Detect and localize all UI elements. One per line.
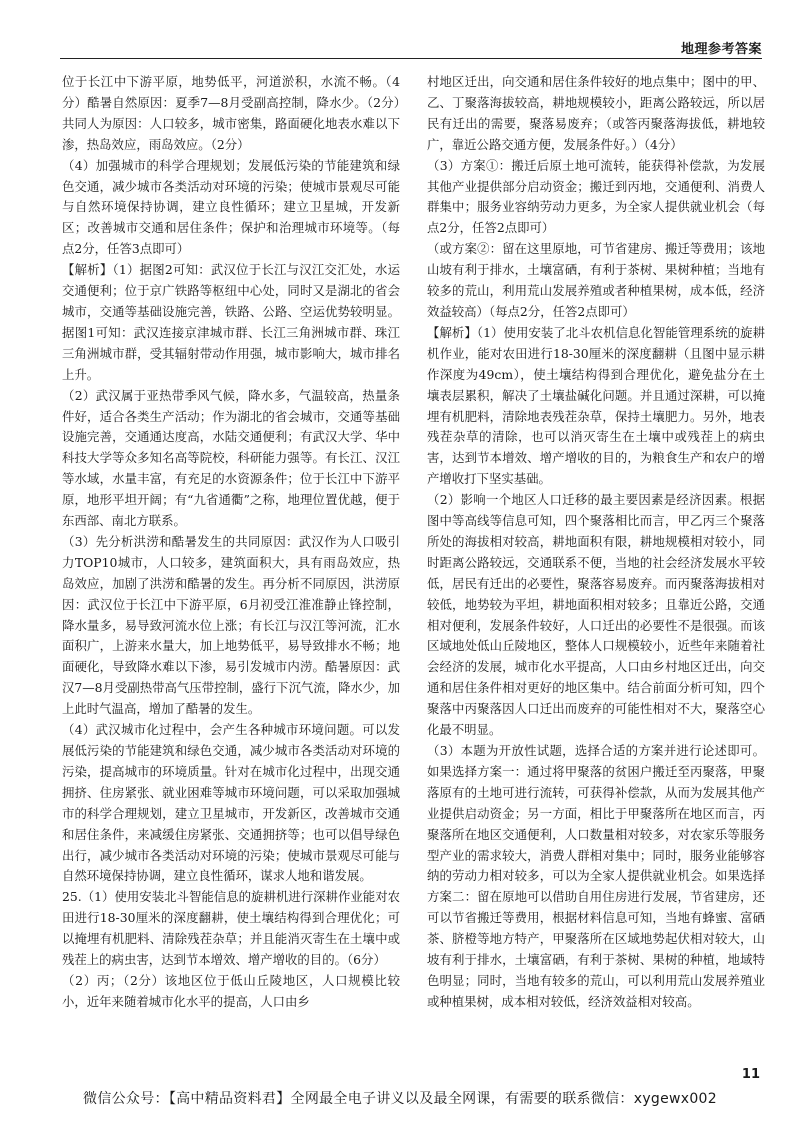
paragraph: （4）武汉城市化过程中，会产生各种城市环境问题。可以发展低污染的节能建筑和绿色交通，减少城市各类活动对环境的污染，提高城市的环境质量。针对在城市化过程中，出现交通拥挤、住房紧张、就业困难等城市环境问题，可以采取加强城市的科学合理规划，建立卫星城市，开发新区，改善城市交通和居住条件，来减缓住房紧张、交通拥挤等；也可以倡导绿色出行，减少城市各类活动对环境的污染；使城市景观尽可能与自然环境保持协调，建立良性循环，谋求人地和谐发展。 bbox=[62, 722, 400, 884]
question-25-answer: 25.（1）使用安装北斗智能信息的旋耕机进行深耕作业能对农田进行18-30厘米的深度翻耕，使土壤结构得到合理优化；可以掩埋有机肥料、清除残茬杂草；并且能消灭寄生在土壤中或残茬上的病虫害，达到节本增效、增产增收的目的。（6分） bbox=[62, 889, 400, 968]
page-number: 11 bbox=[741, 1067, 760, 1082]
footer-watermark: 微信公众号：【高中精品资料君】全网最全电子讲义以及最全网课，有需要的联系微信：xygewx002 bbox=[83, 1091, 717, 1107]
paragraph: （3）本题为开放性试题，选择合适的方案并进行论述即可。如果选择方案一：通过将甲聚落的贫困户搬迁至丙聚落，甲聚落原有的土地可进行流转，可获得补偿款，从而为发展其他产业提供启动资金；另一方面，相比于甲聚落所在地区而言，丙聚落所在地区交通便利，人口数量相对较多，对农家乐等服务型产业的需求较大，消费人群相对集中；同时，服务业能够容纳的劳动力相对较多，可以为全家人提供就业机会。如果选择方案二：留在原地可以借助自用住房进行发展，节省建房，还可以节省搬迁等费用，根据材料信息可知，当地有蜂蜜、富硒茶、脐橙等地方特产，甲聚落所在区域地势起伏相对较大，山坡有利于排水，土壤富硒，有利于茶树、果树的种植，地域特色明显；同时，当地有较多的荒山，可以利用荒山发展养殖业或种植果树，成本相对较低，经济效益相对较高。 bbox=[427, 743, 765, 1009]
analysis-paragraph: 【解析】（1）使用安装了北斗农机信息化智能管理系统的旋耕机作业，能对农田进行18-30厘米的深度翻耕（且图中显示耕作深度为49cm），使土壤结构得到合理优化，避免盐分在土壤表层累积，解决了土壤盐碱化问题。并且通过深耕，可以掩埋有机肥料，清除地表残茬杂草，保持土壤肥力。另外，地表残茬杂草的清除，也可以消灭寄生在土壤中或残茬上的病虫害，达到节本增效、增产增收的目的，为粮食生产和农户的增产增收打下坚实基础。 bbox=[427, 324, 765, 487]
analysis-paragraph: 【解析】（1）据图2可知：武汉位于长江与汉江交汇处，水运交通便利；位于京广铁路等枢纽中心处，同时又是湖北的省会城市，交通等基础设施完善，铁路、公路、空运优势较明显。据图1可知：武汉连接京津城市群、长江三角洲城市群、珠江三角洲城市群，受其辐射带动作用强，城市影响大，城市排名上升。 bbox=[62, 262, 400, 382]
paragraph: 村地区迁出，向交通和居住条件较好的地点集中；图中的甲、乙、丁聚落海拔较高，耕地规模较小，距离公路较远，所以居民有迁出的需要，聚落易废弃；（或答丙聚落海拔低，耕地较广，靠近公路交通方便，发展条件好。）（4分） bbox=[427, 74, 765, 152]
page-header bbox=[60, 38, 762, 59]
paragraph: （3）先分析洪涝和酷暑发生的共同原因：武汉作为人口吸引力TOP10城市，人口较多，建筑面积大，具有雨岛效应，热岛效应，加剧了洪涝和酷暑的发生。再分析不同原因，洪涝原因：武汉位于长江中下游平原，6月初受江淮准静止锋控制，降水量多，易导致河流水位上涨；有长江与汉江等河流，汇水面积广，上游来水量大，加上地势低平，易导致排水不畅；地面硬化，导致降水难以下渗，易引发城市内涝。酷暑原因：武汉7—8月受副热带高气压带控制，盛行下沉气流，降水少，加上此时气温高，增加了酷暑的发生。 bbox=[62, 533, 400, 717]
paragraph: （4）加强城市的科学合理规划；发展低污染的节能建筑和绿色交通，减少城市各类活动对环境的污染；使城市景观尽可能与自然环境保持协调，建立良性循环；建立卫星城，开发新区；改善城市交通和居住条件；保护和治理城市环境等。（每点2分，任答3点即可） bbox=[62, 157, 400, 257]
paragraph: （3）方案①：搬迁后原土地可流转，能获得补偿款，为发展其他产业提供部分启动资金；搬迁到丙地，交通便利、消费人群集中；服务业容纳劳动力更多，为全家人提供就业机会（每点2分，任答2点即可） bbox=[427, 157, 765, 236]
paragraph: 位于长江中下游平原，地势低平，河道淤积，水流不畅。（4分）酷暑自然原因：夏季7—8月受副高控制，降水少。（2分）共同人为原因：人口较多，城市密集，路面硬化地表水难以下渗，热岛效应，雨岛效应。（2分） bbox=[62, 74, 400, 152]
paragraph: （2）武汉属于亚热带季风气候，降水多，气温较高，热量条件好，适合各类生产活动；作为湖北的省会城市，交通等基础设施完善，交通通达度高，水陆交通便利；有武汉大学、华中科技大学等众多知名高等院校，科研能力强等。有长江、汉江等水域，水量丰富，有充足的水资源条件；位于长江中下游平原，地形平坦开阔；有“九省通衢”之称，地理位置优越，便于东西部、南北方联系。 bbox=[62, 387, 400, 529]
paragraph: （2）丙；（2分）该地区位于低山丘陵地区，人口规模比较小，近年来随着城市化水平的提高，人口由乡 bbox=[62, 972, 400, 1009]
paragraph: （或方案②：留在这里原地，可节省建房、搬迁等费用；该地山坡有利于排水，土壤富硒，有利于茶树、果树种植；当地有较多的荒山，利用荒山发展养殖或者种植果树，成本低，经济效益较高）（每点2分，任答2点即可） bbox=[427, 241, 765, 319]
left-column bbox=[62, 72, 400, 1013]
right-column bbox=[427, 72, 765, 1013]
header-title: 地理参考答案 bbox=[680, 42, 762, 57]
paragraph: （2）影响一个地区人口迁移的最主要因素是经济因素。根据图中等高线等信息可知，四个聚落相比而言，甲乙丙三个聚落所处的海拔相对较高，耕地面积有限，耕地规模相对较小，同时距离公路较远，交通联系不便，当地的社会经济发展水平较低，居民有迁出的必要性，聚落容易废弃。而丙聚落海拔相对较低，地势较为平坦，耕地面积相对较多；且靠近公路，交通相对便利，发展条件较好，人口迁出的必要性不是很强。而该区域地处低山丘陵地区，整体人口规模较小，近些年来随着社会经济的发展，城市化水平提高，人口由乡村地区迁出，向交通和居住条件相对更好的地区集中。结合前面分析可知，四个聚落中丙聚落因人口迁出而废弃的可能性相对不大，聚落空心化最不明显。 bbox=[427, 492, 765, 738]
